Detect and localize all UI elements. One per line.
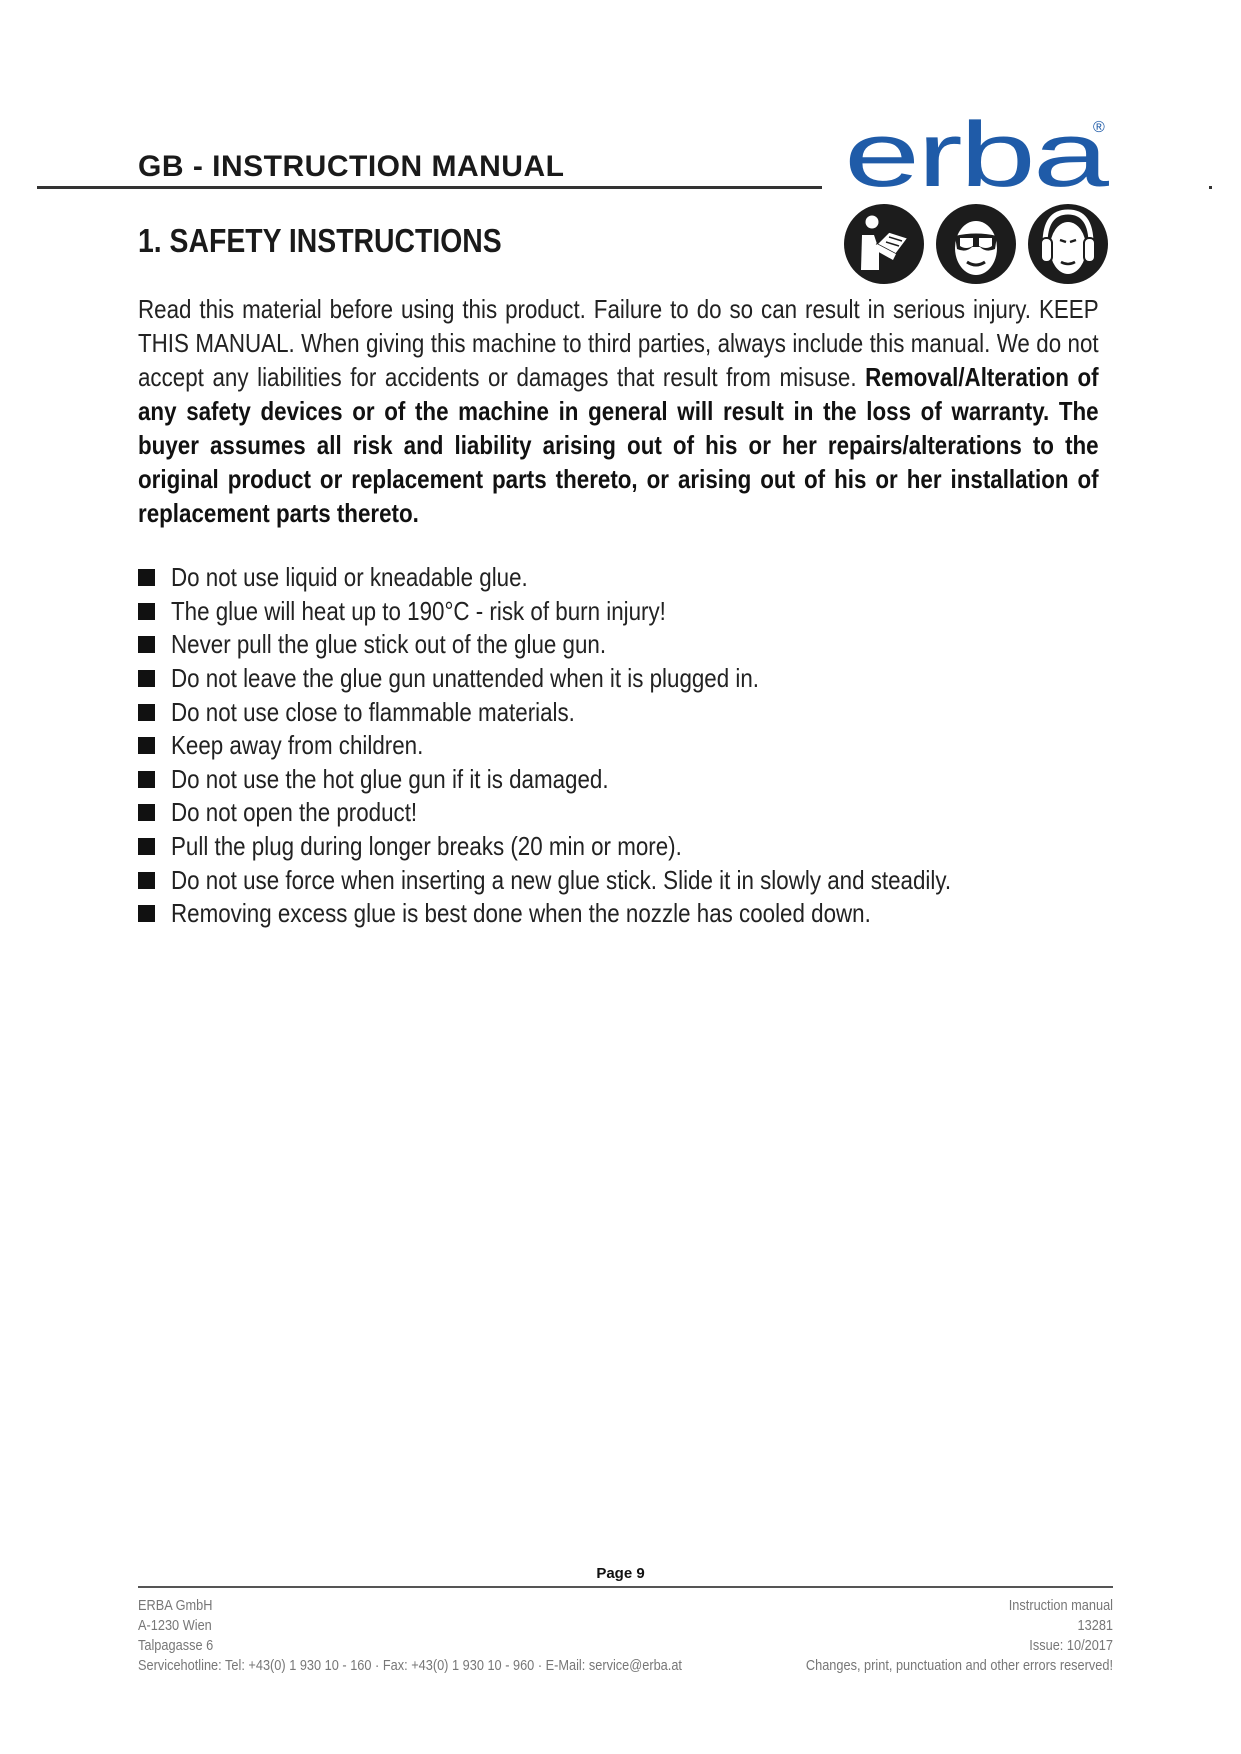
intro-text: Read this material before using this product. Failure to do so can result in serious injury. KEEP THIS MANUAL. When giving this machine to third parties, always include this manual. We do not accept any liabilities for accidents or damages that result from misuse. bbox=[138, 294, 1099, 392]
intro-paragraph bbox=[138, 292, 1099, 530]
list-item: Pull the plug during longer breaks (20 min or more). bbox=[138, 830, 1078, 864]
issue-date: Issue: 10/2017 bbox=[1029, 1638, 1113, 1654]
article-number: 13281 bbox=[1077, 1618, 1113, 1634]
safety-goggles-icon bbox=[936, 204, 1016, 284]
bullet-square-icon bbox=[138, 569, 155, 586]
bullet-square-icon bbox=[138, 704, 155, 721]
bullet-square-icon bbox=[138, 670, 155, 687]
registered-mark: ® bbox=[1093, 119, 1105, 136]
bullet-square-icon bbox=[138, 771, 155, 788]
read-manual-icon bbox=[844, 204, 924, 284]
list-item: Do not leave the glue gun unattended when it is plugged in. bbox=[138, 662, 1078, 696]
errors-disclaimer: Changes, print, punctuation and other errors reserved! bbox=[805, 1658, 1113, 1674]
company-city: A-1230 Wien bbox=[138, 1618, 212, 1634]
list-item: Do not use liquid or kneadable glue. bbox=[138, 561, 1078, 595]
list-item: Do not use the hot glue gun if it is damaged. bbox=[138, 763, 1078, 797]
section-title: 1. SAFETY INSTRUCTIONS bbox=[138, 222, 502, 259]
bullet-square-icon bbox=[138, 603, 155, 620]
list-item: Removing excess glue is best done when the nozzle has cooled down. bbox=[138, 897, 1078, 931]
document-info bbox=[806, 1596, 1113, 1676]
service-hotline: Servicehotline: Tel: +43(0) 1 930 10 - 160 · Fax: +43(0) 1 930 10 - 960 · E-Mail: service@erba.at bbox=[138, 1658, 682, 1674]
stray-dot bbox=[1209, 186, 1212, 189]
list-item: The glue will heat up to 190°C - risk of burn injury! bbox=[138, 595, 1078, 629]
erba-logo-text: erba bbox=[844, 108, 1111, 198]
bullet-square-icon bbox=[138, 636, 155, 653]
company-name: ERBA GmbH bbox=[138, 1598, 213, 1614]
bullet-square-icon bbox=[138, 737, 155, 754]
bullet-square-icon bbox=[138, 838, 155, 855]
warranty-warning: Removal/Alteration of any safety devices or of the machine in general will result in the loss of warranty. The buyer assumes all risk and liability arising out of his or her repairs/alterations to the original product or replacement parts thereto, or arising out of his or her installation of replacement parts thereto. bbox=[138, 362, 1099, 528]
list-item: Do not open the product! bbox=[138, 796, 1078, 830]
company-street: Talpagasse 6 bbox=[138, 1638, 214, 1654]
company-address bbox=[138, 1596, 682, 1676]
list-item: Keep away from children. bbox=[138, 729, 1078, 763]
manual-header-title: GB - INSTRUCTION MANUAL bbox=[138, 150, 565, 183]
header-divider bbox=[37, 186, 822, 189]
safety-bullet-list bbox=[138, 561, 1078, 931]
bullet-square-icon bbox=[138, 804, 155, 821]
document-type: Instruction manual bbox=[1008, 1598, 1113, 1614]
list-item: Do not use force when inserting a new glue stick. Slide it in slowly and steadily. bbox=[138, 863, 1078, 897]
list-item: Do not use close to flammable materials. bbox=[138, 695, 1078, 729]
page-number: Page 9 bbox=[596, 1565, 645, 1582]
mandatory-signs bbox=[842, 202, 1112, 286]
footer-divider bbox=[138, 1586, 1113, 1588]
bullet-square-icon bbox=[138, 872, 155, 889]
list-item: Never pull the glue stick out of the glue gun. bbox=[138, 628, 1078, 662]
bullet-square-icon bbox=[138, 905, 155, 922]
ear-protection-icon bbox=[1028, 204, 1108, 284]
erba-logo bbox=[842, 108, 1122, 198]
